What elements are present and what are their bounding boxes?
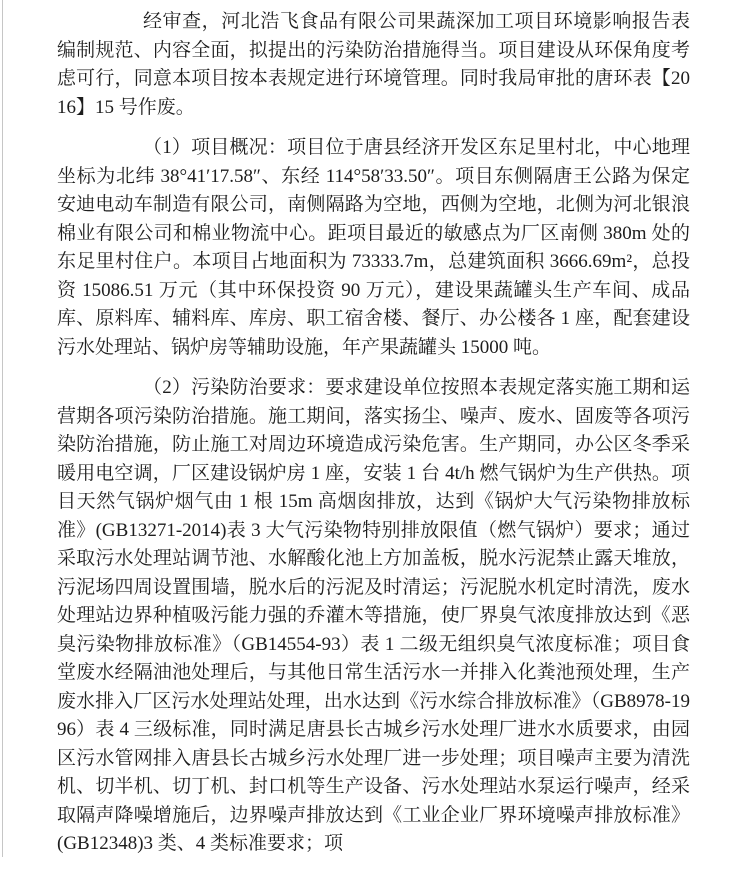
paragraph-review-conclusion: 经审查，河北浩飞食品有限公司果蔬深加工项目环境影响报告表编制规范、内容全面，拟提出的污染防治措施得当。项目建设从环保角度考虑可行，同意本项目按本表规定进行环境管理。同时我局审批的唐环表【2016】15 号作废。 <box>57 11 690 118</box>
paragraph-pollution-control: （2）污染防治要求：要求建设单位按照本表规定落实施工期和运营期各项污染防治措施。施工期间，落实扬尘、噪声、废水、固废等各项污染防治措施，防止施工对周边环境造成污染危害。生产期同，办公区冬季采暖用电空调，厂区建设锅炉房 1 座，安装 1 台 4t/h 燃气锅炉为生产供热。项目天然气锅炉烟气由 1 根 15m 高烟囱排放，达到《锅炉大气污染物排放标准》(GB13271-2014)表 3 大气污染物特别排放限值（燃气锅炉）要求；通过采取污水处理站调节池、水解酸化池上方加盖板，脱水污泥禁止露天堆放，污泥场四周设置围墙，脱水后的污泥及时清运；污泥脱水机定时清洗，废水处理站边界种植吸污能力强的乔灌木等措施，使厂界臭气浓度排放达到《恶臭污染物排放标准》（GB14554-93）表 1 二级无组织臭气浓度标准；项目食堂废水经隔油池处理后，与其他日常生活污水一并排入化粪池预处理，生产废水排入厂区污水处理站处理，出水达到《污水综合排放标准》（GB8978-1996）表 4 三级标准，同时满足唐县长古城乡污水处理厂进水水质要求，由园区污水管网排入唐县长古城乡污水处理厂进一步处理；项目噪声主要为清洗机、切半机、切丁机、封口机等生产设备、污水处理站水泵运行噪声，经采取隔声降噪增施后，边界噪声排放达到《工业企业厂界环境噪声排放标准》(GB12348)3 类、4 类标准要求；项 <box>57 377 690 854</box>
document-body <box>57 8 690 871</box>
paragraph-project-overview: （1）项目概况：项目位于唐县经济开发区东足里村北，中心地理坐标为北纬 38°41′17.58″、东经 114°58′33.50″。项目东侧隔唐王公路为保定安迪电动车制造有限公司，南侧隔路为空地，西侧为空地，北侧为河北银浪棉业有限公司和棉业物流中心。距项目最近的敏感点为厂区南侧 380m 处的东足里村住户。本项目占地面积为 73333.7m，总建筑面积 3666.69m²，总投资 15086.51 万元（其中环保投资 90 万元），建设果蔬罐头生产车间、成品库、原料库、辅料库、库房、职工宿舍楼、餐厅、办公楼各 1 座，配套建设污水处理站、锅炉房等辅助设施，年产果蔬罐头 15000 吨。 <box>57 137 690 358</box>
table-cell-left-border <box>2 0 3 857</box>
